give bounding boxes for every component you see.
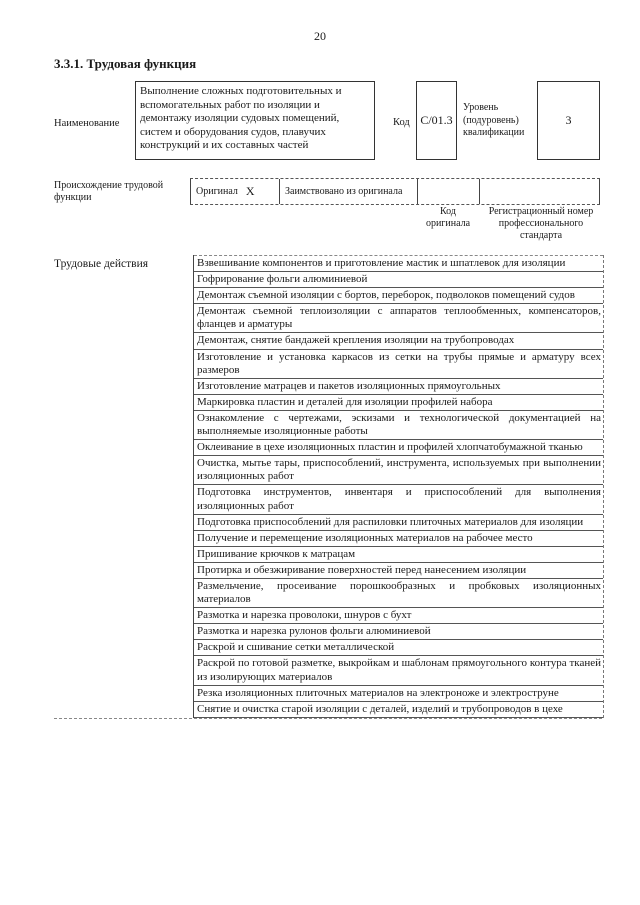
- original-label: Оригинал: [196, 186, 238, 197]
- table-bottom-line: [54, 718, 602, 719]
- labor-action-row: Получение и перемещение изоляционных материалов на рабочее место: [194, 531, 603, 547]
- labor-action-row: Изготовление и установка каркасов из сетки на трубы прямые и арматуру всех размеров: [194, 350, 603, 379]
- labor-action-row: Демонтаж съемной изоляции с бортов, переборок, подволоков помещений судов: [194, 288, 603, 304]
- actions-label: Трудовые действия: [54, 258, 149, 270]
- labor-action-row: Демонтаж съемной теплоизоляции с аппаратов теплообменных, компенсаторов, фланцев и арматуры: [194, 304, 603, 333]
- labor-action-row: Изготовление матрацев и пакетов изоляционных прямоугольных: [194, 379, 603, 395]
- origin-code-caption: Код оригинала: [425, 206, 471, 229]
- origin-reg-cell: [479, 179, 600, 204]
- level-label: Уровень (подуровень) квалификации: [463, 102, 525, 138]
- original-mark: X: [245, 184, 255, 198]
- page-number: 20: [314, 29, 326, 43]
- labor-action-row: Раскрой по готовой разметке, выкройкам и шаблонам прямоугольного контура тканей из изолирующих материалов: [194, 656, 603, 685]
- labor-action-row: Взвешивание компонентов и приготовление мастик и шпатлевок для изоляции: [194, 255, 603, 272]
- section-title: 3.3.1. Трудовая функция: [54, 56, 197, 71]
- labor-action-row: Размотка и нарезка рулонов фольги алюминиевой: [194, 624, 603, 640]
- labor-action-row: Раскрой и сшивание сетки металлической: [194, 640, 603, 656]
- origin-reg-caption: Регистрационный номер профессионального стандарта: [488, 206, 594, 241]
- labor-action-row: Подготовка инструментов, инвентаря и приспособлений для выполнения изоляционных работ: [194, 485, 603, 514]
- labor-action-row: Ознакомление с чертежами, эскизами и технологической документацией на выполняемые изоляционные работы: [194, 411, 603, 440]
- labor-action-row: Демонтаж, снятие бандажей крепления изоляции на трубопроводах: [194, 333, 603, 349]
- level-box: 3: [537, 81, 600, 160]
- actions-table: [193, 255, 604, 718]
- labor-action-row: Размотка и нарезка проволоки, шнуров с бухт: [194, 608, 603, 624]
- origin-code-cell: [417, 179, 479, 204]
- function-code-box: С/01.3: [416, 81, 457, 160]
- code-label: Код: [393, 117, 410, 128]
- labor-action-row: Маркировка пластин и деталей для изоляции профилей набора: [194, 395, 603, 411]
- origin-original-cell: [190, 179, 279, 204]
- labor-action-row: Размельчение, просеивание порошкообразных и пробковых изоляционных материалов: [194, 579, 603, 608]
- labor-action-row: Резка изоляционных плиточных материалов на электроноже и электрострунe: [194, 686, 603, 702]
- origin-borrowed-cell: [279, 179, 417, 204]
- function-name-box: Выполнение сложных подготовительных и вспомогательных работ по изоляции и демонтажу изоляции судовых помещений, систем и оборудования судов, плавучих конструкций и их составных частей: [135, 81, 375, 160]
- borrowed-label: Заимствовано из оригинала: [285, 186, 403, 197]
- labor-action-row: Оклеивание в цехе изоляционных пластин и профилей хлопчатобумажной тканью: [194, 440, 603, 456]
- labor-action-row: Пришивание крючков к матрацам: [194, 547, 603, 563]
- labor-action-row: Снятие и очистка старой изоляции с деталей, изделий и трубопроводов в цехе: [194, 702, 603, 718]
- origin-label: Происхождение трудовой функции: [54, 180, 164, 203]
- labor-action-row: Очистка, мытье тары, приспособлений, инструмента, используемых при выполнении изоляционных работ: [194, 456, 603, 485]
- name-label: Наименование: [54, 118, 120, 129]
- origin-row: [190, 178, 600, 205]
- labor-action-row: Протирка и обезжиривание поверхностей перед нанесением изоляции: [194, 563, 603, 579]
- labor-action-row: Подготовка приспособлений для распиловки плиточных материалов для изоляции: [194, 515, 603, 531]
- labor-action-row: Гофрирование фольги алюминиевой: [194, 272, 603, 288]
